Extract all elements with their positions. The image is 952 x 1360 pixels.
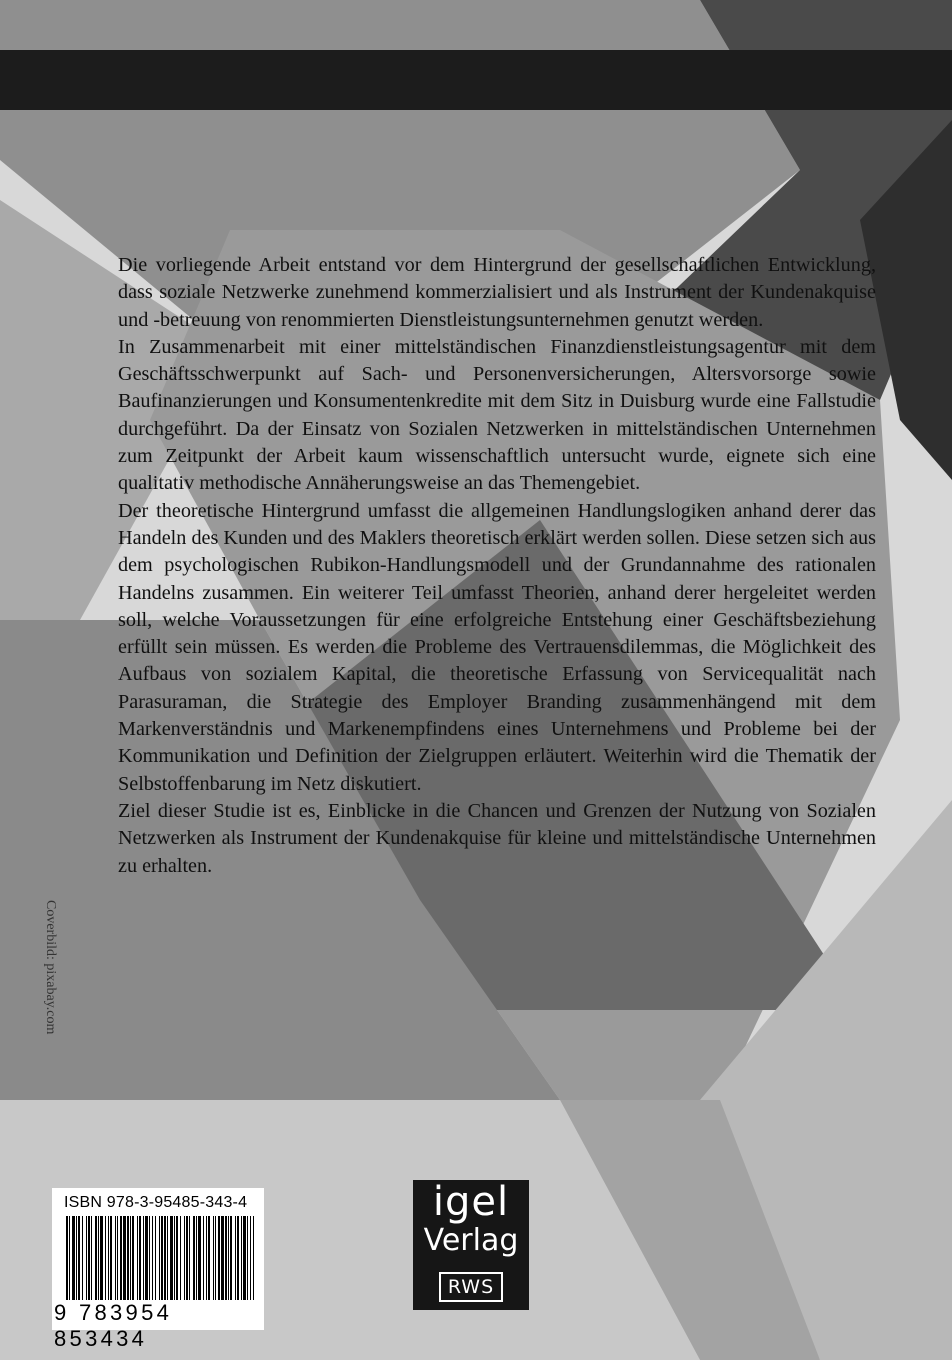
barcode-bar: [174, 1216, 175, 1300]
barcode-bar: [250, 1216, 251, 1300]
blurb-paragraph: Die vorliegende Arbeit entstand vor dem Hintergrund der gesellschaftlichen Entwicklung, dass soziale Netzwerke zunehmend kommerzialisiert und als Instrument der Kundenakquise und -betreuung von renommierten Dienstleistungsunternehmen genutzt werden.: [118, 254, 876, 331]
barcode-bar: [198, 1216, 201, 1300]
blurb-paragraph: Der theoretische Hintergrund umfasst die allgemeinen Handlungslogiken anhand derer das Handeln des Kunden und des Maklers theoretisch erklärt werden sollen. Diese setzen sich aus dem psychologischen Rubikon-Handlungsmodell und der Grundannahme des rationalen Handelns zusammen. Ein weiterer Teil umfasst Theorien, anhand derer hergeleitet werden soll, welche Voraussetzungen für eine erfolgreiche Entstehung einer Geschäftsbeziehung erfüllt sein müssen. Es werden die Probleme des Vertrauensdilemmas, die Möglichkeit des Aufbaus von sozialem Kapital, die theoretische Erfassung von Servicequalität nach Parasuraman, die Strategie des Employer Branding zusammenhängend mit dem Markenverständnis und Markenempfindens eines Unternehmens und Probleme bei der Kommunikation und Definition der Zielgruppen erläutert. Weiterhin wird die Thematik der Selbstoffenbarung im Netz diskutiert.: [118, 499, 876, 795]
blurb-text: [118, 252, 876, 880]
barcode-bar: [139, 1216, 141, 1300]
barcode-bar: [100, 1216, 103, 1300]
publisher-logo-igel: igel: [432, 1179, 510, 1225]
barcode-bar: [164, 1216, 166, 1300]
barcode-bar: [225, 1216, 227, 1300]
barcode: [66, 1216, 254, 1304]
barcode-bar: [243, 1216, 246, 1300]
isbn-barcode-block: [52, 1188, 264, 1351]
barcode-bar: [170, 1216, 173, 1300]
cover-image-credit: Coverbild: pixabay.com: [43, 900, 58, 1035]
publisher-logo: [413, 1180, 529, 1310]
barcode-bar: [155, 1216, 156, 1300]
barcode-bar: [161, 1216, 163, 1300]
barcode-bar: [76, 1216, 77, 1300]
blurb-paragraph: In Zusammenarbeit mit einer mittelständischen Finanzdienstleistungsagentur mit dem Geschäftsschwerpunkt auf Sach- und Personenversicherungen, Altersvorsorge sowie Baufinanzierungen und Konsumentenkredite mit dem Sitz in Duisburg wurde eine Fallstudie durchgeführt. Da der Einsatz von Sozialen Netzwerken in mittelständischen Unternehmen zum Zeitpunkt der Arbeit kaum wissenschaftlich untersucht wurde, eignete sich eine qualitativ methodische Annäherungsweise an das Themengebiet.: [118, 335, 876, 495]
barcode-bar: [86, 1216, 87, 1300]
barcode-bar: [221, 1216, 224, 1300]
barcode-bar: [186, 1216, 188, 1300]
barcode-bar: [208, 1216, 210, 1300]
barcode-bar: [72, 1216, 75, 1300]
barcode-bar: [159, 1216, 160, 1300]
barcode-bar: [127, 1216, 129, 1300]
barcode-bar: [189, 1216, 190, 1300]
barcode-bar: [98, 1216, 99, 1300]
barcode-bar: [123, 1216, 126, 1300]
barcode-bar: [228, 1216, 229, 1300]
barcode-bar: [143, 1216, 144, 1300]
barcode-bar: [105, 1216, 106, 1300]
barcode-bar: [213, 1216, 214, 1300]
barcode-bar: [149, 1216, 150, 1300]
barcode-bar: [95, 1216, 97, 1300]
barcode-bar: [115, 1216, 116, 1300]
barcode-bar: [66, 1216, 68, 1300]
barcode-bar: [167, 1216, 168, 1300]
barcode-bar: [206, 1216, 207, 1300]
barcode-bar: [91, 1216, 92, 1300]
barcode-bar: [152, 1216, 153, 1300]
publisher-logo-verlag: Verlag: [423, 1223, 519, 1258]
top-black-band: [0, 50, 952, 110]
barcode-digits: 9 783954 853434: [54, 1300, 173, 1351]
isbn-label: ISBN 978-3-95485-343-4: [64, 1194, 248, 1211]
barcode-bar: [203, 1216, 204, 1300]
barcode-bar: [196, 1216, 197, 1300]
barcode-bar: [120, 1216, 122, 1300]
blurb-paragraph: Ziel dieser Studie ist es, Einblicke in die Chancen und Grenzen der Nutzung von Sozialen Netzwerken als Instrument der Kundenakquise für kleine und mittelständische Unternehmen zu erhalten.: [118, 799, 876, 877]
barcode-bar: [215, 1216, 216, 1300]
barcode-bar: [184, 1216, 185, 1300]
barcode-bar: [193, 1216, 195, 1300]
barcode-bar: [253, 1216, 254, 1300]
barcode-bar: [235, 1216, 236, 1300]
barcode-bar: [117, 1216, 118, 1300]
barcode-bar: [237, 1216, 239, 1300]
barcode-bar: [132, 1216, 134, 1300]
barcode-bar: [69, 1216, 70, 1300]
barcode-bar: [241, 1216, 242, 1300]
barcode-bar: [82, 1216, 83, 1300]
barcode-bar: [88, 1216, 90, 1300]
barcode-bar: [110, 1216, 112, 1300]
barcode-bar: [108, 1216, 109, 1300]
barcode-bar: [130, 1216, 131, 1300]
barcode-bar: [230, 1216, 232, 1300]
barcode-bar: [218, 1216, 220, 1300]
barcode-bar: [78, 1216, 80, 1300]
barcode-bar: [137, 1216, 138, 1300]
barcode-bar: [145, 1216, 148, 1300]
barcode-bar: [247, 1216, 248, 1300]
barcode-bar: [180, 1216, 181, 1300]
barcode-bar: [176, 1216, 178, 1300]
publisher-logo-rws: RWS: [439, 1272, 503, 1302]
